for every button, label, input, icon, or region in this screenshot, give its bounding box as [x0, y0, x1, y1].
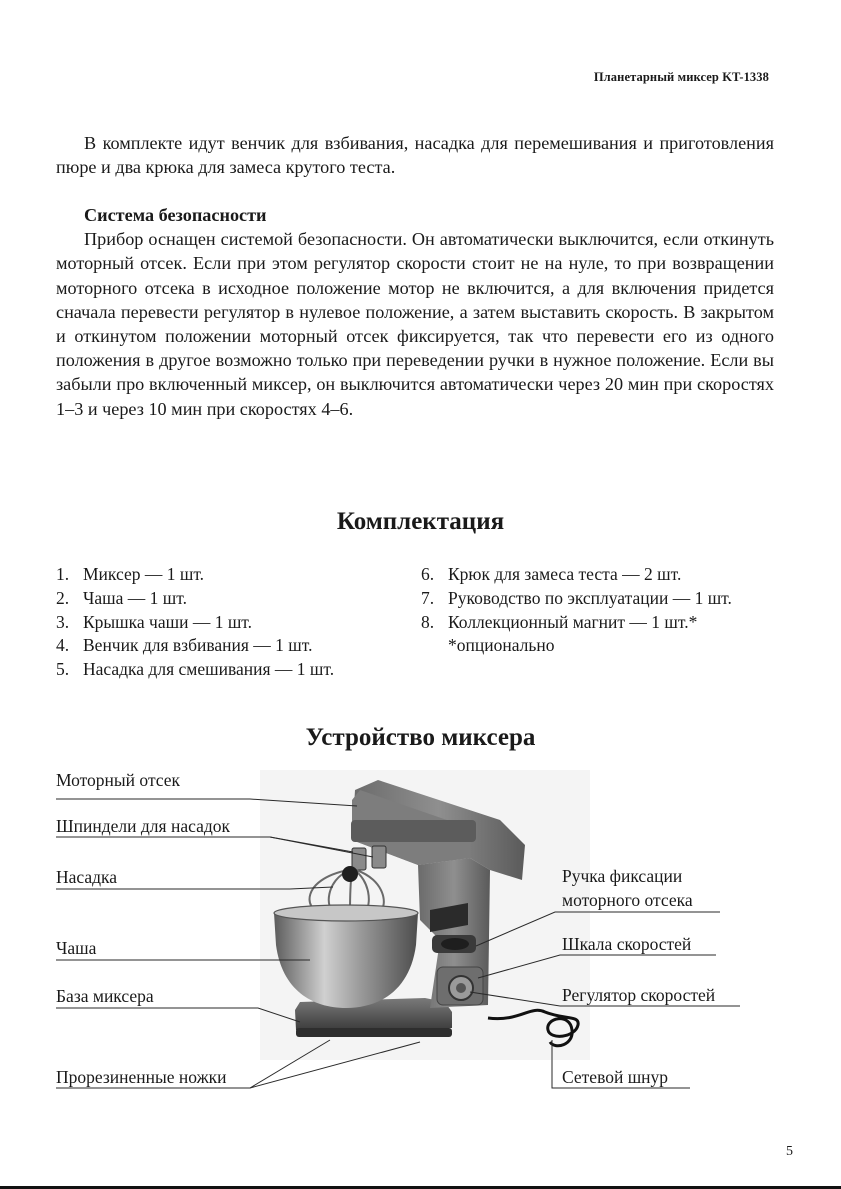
- label-cord: Сетевой шнур: [562, 1067, 669, 1087]
- mixer-base: [295, 998, 452, 1037]
- whisk-hub: [342, 866, 358, 882]
- list-item: 2. Чаша — 1 шт.: [56, 587, 187, 608]
- label-feet: Прорезиненные ножки: [56, 1067, 227, 1087]
- safety-title: Система безопасности: [84, 205, 267, 225]
- safety-section: [56, 203, 774, 421]
- device-heading: Устройство миксера: [305, 724, 536, 751]
- list-item: 5. Насадка для смешивания — 1 шт.: [56, 659, 335, 680]
- label-spindles: Шпиндели для насадок: [56, 816, 230, 836]
- contents-list-left: [56, 563, 334, 682]
- label-handle-line2: моторного отсека: [562, 890, 693, 910]
- list-item: 6. Крюк для замеса теста — 2 шт.: [421, 564, 682, 584]
- contents-list-right-wrap: [421, 563, 732, 658]
- label-handle-line1: Ручка фиксации: [562, 866, 683, 886]
- mixer-diagram: [0, 760, 841, 1110]
- optional-note: *опционально: [448, 635, 555, 656]
- intro-paragraph: [56, 131, 774, 179]
- list-item: 4. Венчик для взбивания — 1 шт.: [56, 635, 313, 656]
- list-item: 3. Крышка чаши — 1 шт.: [56, 611, 253, 632]
- list-item: 8. Коллекционный магнит — 1 шт.*: [421, 611, 698, 632]
- list-item: 1. Миксер — 1 шт.: [56, 564, 205, 584]
- safety-text: Прибор оснащен системой безопасности. Он автоматически выключится, если откинуть моторный отсек. Если при этом регулятор скорости стоит не на нуле, то при возвращении моторного отсека в исходное положение мотор не включится, а для включения придется сначала перевести регулятор в нулевое положение, а затем выставить скорость. В закрытом и откинутом положении моторный отсек фиксируется, так что перевести его из одного положения в другое возможно только при переведении ручки в нужное положение. Если вы забыли про включенный миксер, он выключится автоматически через 20 мин при скоростях 1–3 и через 10 мин при скоростях 4–6.: [56, 229, 774, 419]
- intro-text: В комплекте идут венчик для взбивания, насадка для перемешивания и приготовления пюре и два крюка для замеса крутого теста.: [56, 133, 774, 178]
- contents-list-right: [421, 563, 732, 634]
- label-attachment: Насадка: [56, 867, 118, 887]
- label-motor: Моторный отсек: [56, 770, 181, 790]
- contents-heading: Комплектация: [336, 508, 505, 535]
- label-base: База миксера: [56, 986, 154, 1006]
- running-header: Планетарный миксер KT-1338: [593, 70, 769, 84]
- label-scale: Шкала скоростей: [562, 934, 692, 954]
- list-item: 7. Руководство по эксплуатации — 1 шт.: [421, 587, 732, 608]
- label-bowl: Чаша: [56, 938, 97, 958]
- label-regulator: Регулятор скоростей: [562, 985, 716, 1005]
- page-number: 5: [786, 1144, 793, 1159]
